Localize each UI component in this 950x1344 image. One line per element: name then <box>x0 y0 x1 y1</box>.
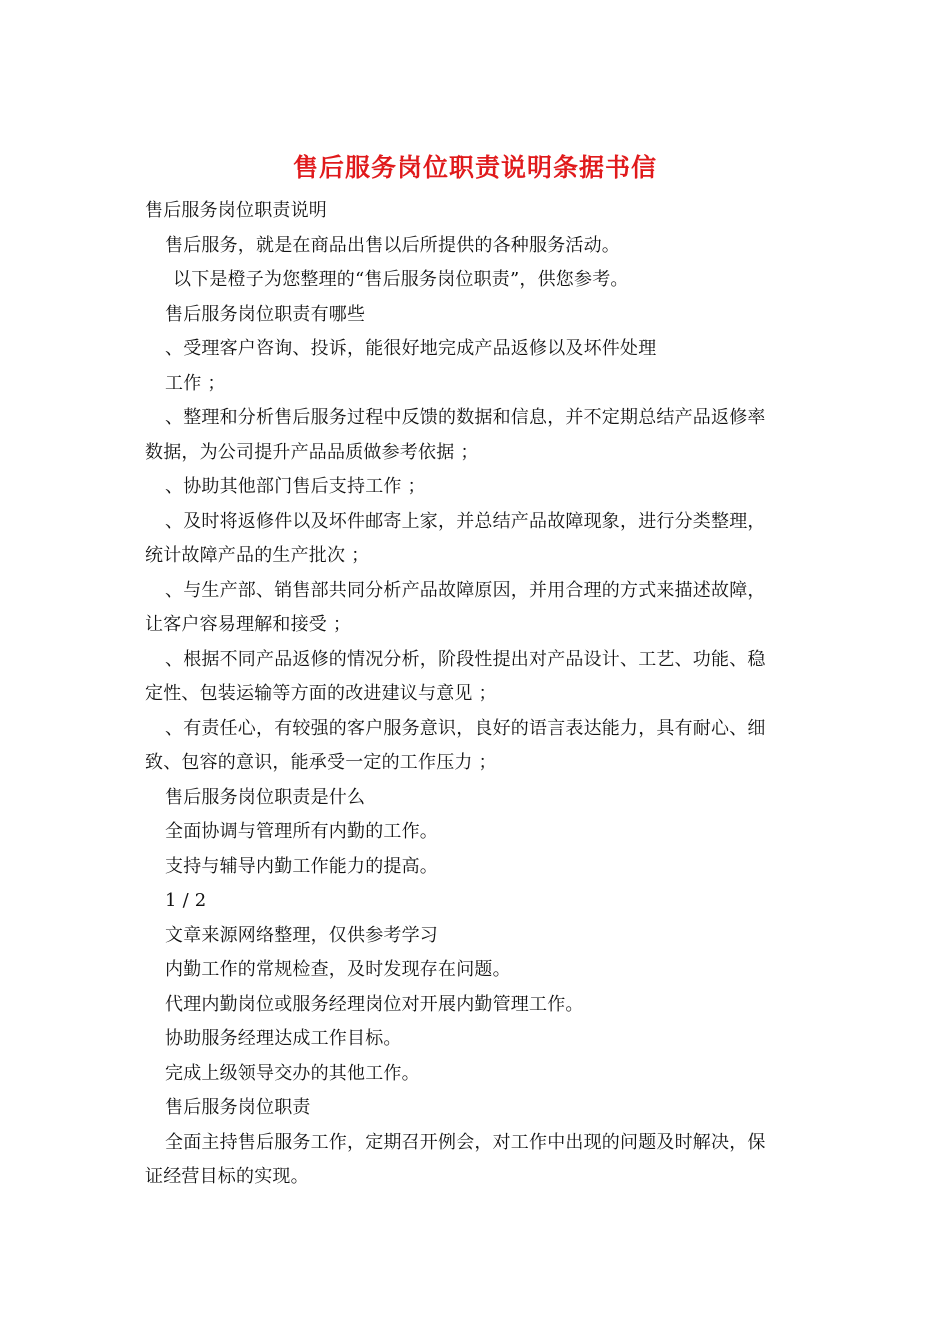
text-line: 工作 ； <box>165 372 226 394</box>
text-line: 售后服务，就是在商品出售以后所提供的各种服务活动。 <box>165 234 620 256</box>
text-line: 、与生产部、销售部共同分析产品故障原因，并用合理的方式来描述故障， <box>165 579 766 601</box>
text-line: 支持与辅导内勤工作能力的提高。 <box>165 855 438 877</box>
text-line: 数据，为公司提升产品品质做参考依据 ； <box>145 441 479 463</box>
text-line: 证经营目标的实现。 <box>145 1166 309 1187</box>
text-line: 、有责任心，有较强的客户服务意识，良好的语言表达能力，具有耐心、细 <box>165 717 766 739</box>
section-heading: 售后服务岗位职责是什么 <box>165 786 366 808</box>
source-note: 文章来源网络整理，仅供参考学习 <box>165 924 438 946</box>
document-title: 售后服务岗位职责说明条据书信 <box>292 153 657 182</box>
section-heading: 售后服务岗位职责 <box>165 1097 311 1118</box>
text-line: 、受理客户咨询、投诉，能很好地完成产品返修以及坏件处理 <box>165 338 657 359</box>
text-line: 、整理和分析售后服务过程中反馈的数据和信息，并不定期总结产品返修率 <box>165 407 766 428</box>
text-line: 全面主持售后服务工作，定期召开例会，对工作中出现的问题及时解决，保 <box>165 1131 766 1153</box>
text-line: 完成上级领导交办的其他工作。 <box>165 1062 420 1084</box>
text-line: 售后服务岗位职责说明 <box>145 200 327 221</box>
text-line: 、根据不同产品返修的情况分析，阶段性提出对产品设计、工艺、功能、稳 <box>165 648 766 670</box>
section-heading: 售后服务岗位职责有哪些 <box>165 303 366 325</box>
text-line: 统计故障产品的生产批次 ； <box>145 545 370 566</box>
text-line: 致、包容的意识，能承受一定的工作压力 ； <box>145 752 497 773</box>
text-line: 定性、包装运输等方面的改进建议与意见 ； <box>145 683 497 704</box>
page-number: 1 / 2 <box>165 890 207 911</box>
document-body <box>145 194 810 1195</box>
text-line: 以下是橙子为您整理的“售后服务岗位职责”，供您参考。 <box>173 269 629 290</box>
text-line: 协助服务经理达成工作目标。 <box>165 1028 402 1049</box>
text-line: 代理内勤岗位或服务经理岗位对开展内勤管理工作。 <box>165 993 584 1015</box>
text-line: 全面协调与管理所有内勤的工作。 <box>165 821 438 842</box>
text-line: 内勤工作的常规检查，及时发现存在问题。 <box>165 959 511 980</box>
text-line: 让客户容易理解和接受 ； <box>145 614 352 635</box>
text-line: 、协助其他部门售后支持工作 ； <box>165 476 426 497</box>
text-line: 、及时将返修件以及坏件邮寄上家，并总结产品故障现象，进行分类整理， <box>165 510 766 532</box>
